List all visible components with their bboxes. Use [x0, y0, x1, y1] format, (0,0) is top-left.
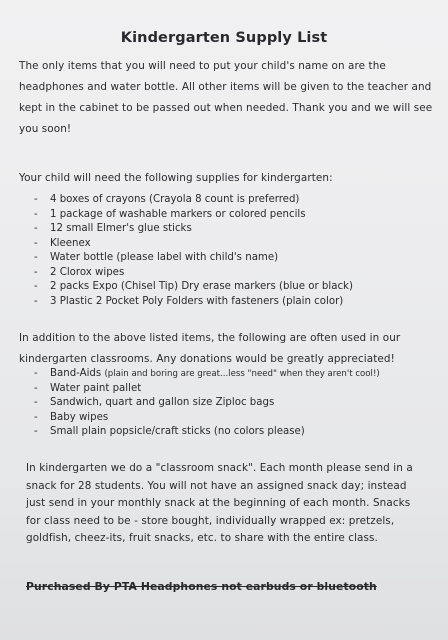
- list-item: - 4 boxes of crayons (Crayola 8 count is preferred): [34, 193, 353, 208]
- list-item: - Water paint pallet: [34, 382, 380, 397]
- list-item: - 12 small Elmer's glue sticks: [34, 222, 353, 237]
- page-title: Kindergarten Supply List: [120, 30, 328, 46]
- list-item: - Kleenex: [34, 237, 353, 252]
- list-item: - Baby wipes: [34, 411, 380, 426]
- supplies-heading: Your child will need the following supplies for kindergarten:: [19, 172, 333, 184]
- struck-through-note: Purchased By PTA Headphones not earbuds or bluetooth: [26, 580, 377, 593]
- list-item: - 3 Plastic 2 Pocket Poly Folders with fasteners (plain color): [34, 295, 353, 310]
- snack-paragraph: In kindergarten we do a "classroom snack". Each month please send in a snack for 28 students. You will not have an assigned snack day; instead just send in your monthly snack at the beginning of each month. Snacks for class need to be - store bought, individually wrapped ex: pretzels, goldfish, cheez-its, fruit snacks, etc. to share with the entire class.: [26, 462, 413, 544]
- supplies-list: [34, 193, 353, 309]
- list-item: - 2 Clorox wipes: [34, 266, 353, 281]
- list-item: - Small plain popsicle/craft sticks (no colors please): [34, 425, 380, 440]
- band-aids-note: (plain and boring are great...less "need" when they aren't cool!): [104, 369, 380, 379]
- list-item: - Water bottle (please label with child's name): [34, 251, 353, 266]
- list-item: [34, 367, 380, 382]
- intro-paragraph: The only items that you will need to put your child's name on are the headphones and water bottle. All other items will be given to the teacher and kept in the cabinet to be passed out when needed. Thank you and we will see you soon!: [19, 60, 433, 135]
- list-item: - 2 packs Expo (Chisel Tip) Dry erase markers (blue or black): [34, 280, 353, 295]
- list-item: - Sandwich, quart and gallon size Ziploc bags: [34, 396, 380, 411]
- band-aids-label: Band-Aids: [50, 368, 102, 379]
- donations-heading: In addition to the above listed items, the following are often used in our kindergarten classrooms. Any donations would be greatly appreciated!: [19, 332, 401, 365]
- donations-list: [34, 367, 380, 440]
- list-item: - 1 package of washable markers or colored pencils: [34, 208, 353, 223]
